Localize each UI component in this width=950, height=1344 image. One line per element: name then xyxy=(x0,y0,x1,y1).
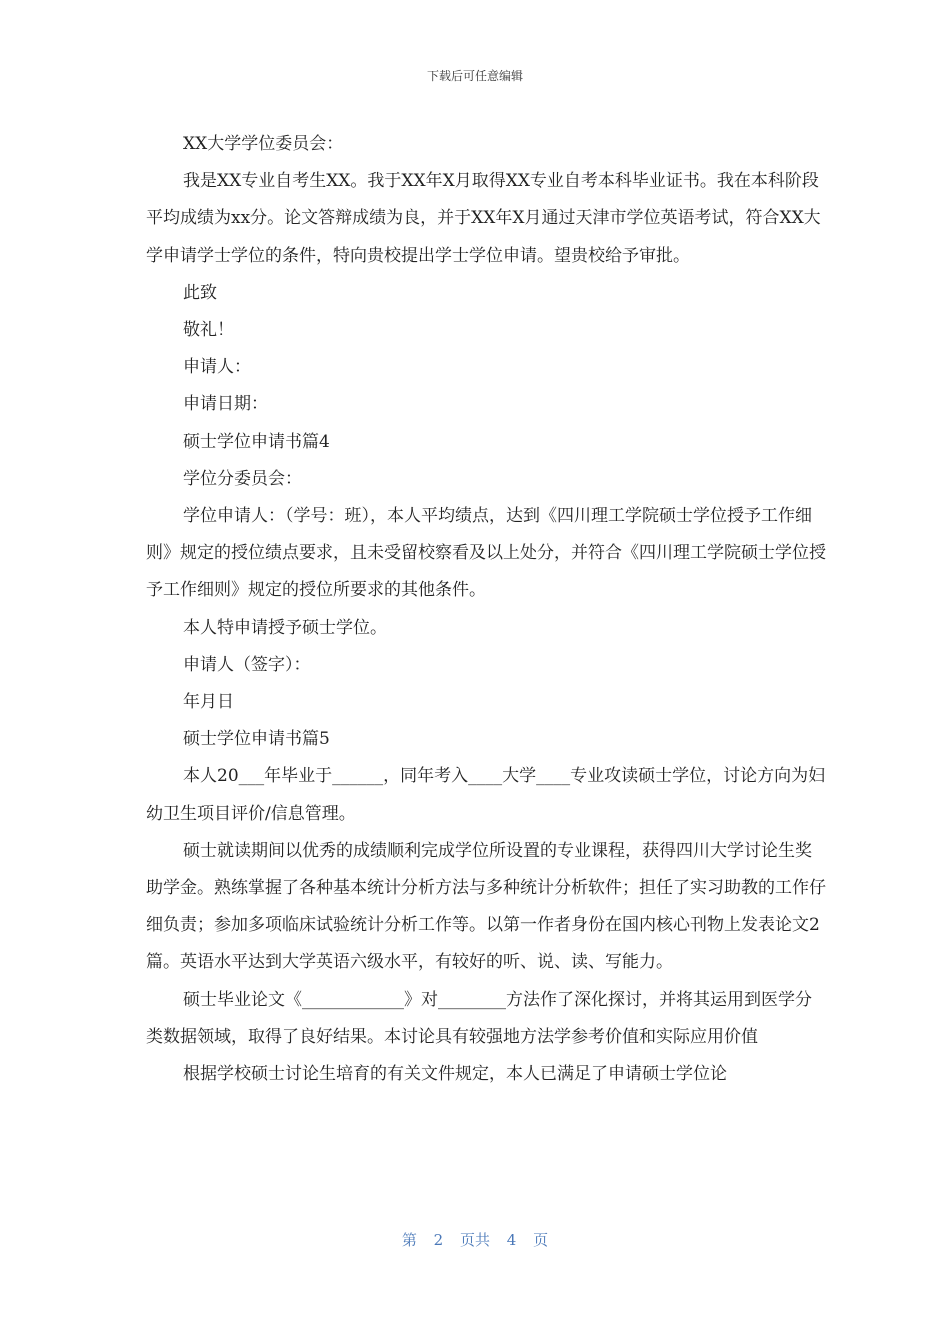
body-paragraph: 硕士毕业论文《____________》对________方法作了深化探讨，并将其运用到医学分类数据领域，取得了良好结果。本讨论具有较强地方法学参考价值和实际应用价值 xyxy=(146,989,812,1047)
document-body xyxy=(146,126,826,1093)
signature-label: 申请人（签字）： xyxy=(183,654,311,675)
body-paragraph: 本人特申请授予硕士学位。 xyxy=(183,617,387,638)
body-paragraph: 我是XX专业自考生XX。我于XX年X月取得XX专业自考本科毕业证书。我在本科阶段平均成绩为xx分。论文答辩成绩为良，并于XX年X月通过天津市学位英语考试，符合XX大学申请学士学位的条件，特向贵校提出学士学位申请。望贵校给予审批。 xyxy=(146,171,821,266)
page-header: 下载后可任意编辑 xyxy=(426,69,523,83)
closing-line: 此致 xyxy=(183,282,217,303)
body-paragraph: 根据学校硕士讨论生培育的有关文件规定，本人已满足了申请硕士学位论 xyxy=(183,1064,727,1085)
salutation: 学位分委员会： xyxy=(183,468,302,489)
body-paragraph: 硕士就读期间以优秀的成绩顺利完成学位所设置的专业课程，获得四川大学讨论生奖助学金。熟练掌握了各种基本统计分析方法与多种统计分析软件；担任了实习助教的工作仔细负责；参加多项临床试验统计分析工作等。以第一作者身份在国内核心刊物上发表论文2篇。英语水平达到大学英语六级水平，有较好的听、说、读、写能力。 xyxy=(146,840,826,973)
footer-prefix: 第 xyxy=(401,1231,417,1249)
footer-suffix: 页 xyxy=(533,1231,549,1249)
section-title: 硕士学位申请书篇5 xyxy=(183,729,330,750)
footer-middle: 页共 xyxy=(459,1231,490,1249)
closing-line: 敬礼！ xyxy=(183,320,234,341)
date-label: 年月日 xyxy=(183,692,234,713)
total-page-count: 4 xyxy=(506,1231,517,1249)
body-paragraph: 学位申请人：（学号：班），本人平均绩点，达到《四川理工学院硕士学位授予工作细则》规定的授位绩点要求，且未受留校察看及以上处分，并符合《四川理工学院硕士学位授予工作细则》规定的授位所要求的其他条件。 xyxy=(146,506,826,601)
applicant-label: 申请人： xyxy=(183,357,251,378)
current-page-number: 2 xyxy=(433,1231,444,1249)
salutation: XX大学学位委员会： xyxy=(183,134,344,154)
page-footer xyxy=(0,1229,950,1250)
body-paragraph: 本人20___年毕业于______，同年考入____大学____专业攻读硕士学位，讨论方向为妇幼卫生项目评价/信息管理。 xyxy=(146,766,826,824)
section-title: 硕士学位申请书篇4 xyxy=(183,431,330,452)
date-label: 申请日期： xyxy=(183,394,268,415)
